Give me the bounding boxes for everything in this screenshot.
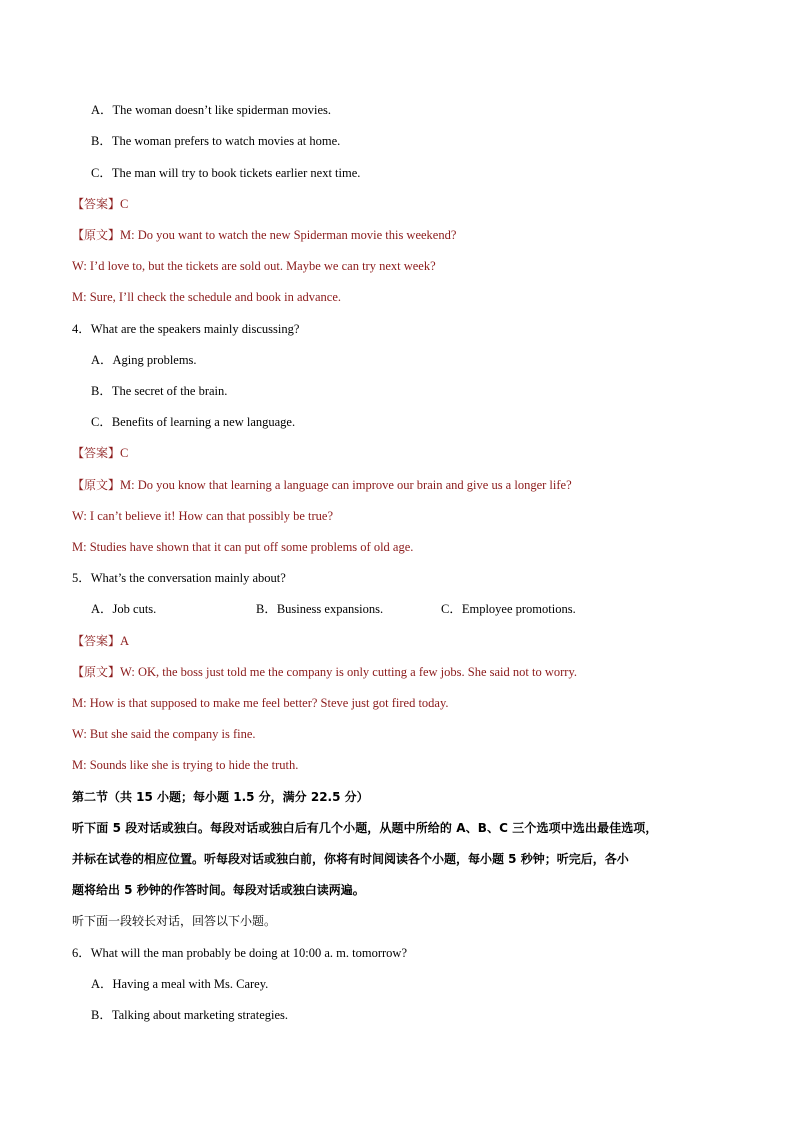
q4-option-b: B．The secret of the brain. bbox=[91, 384, 228, 398]
q4-script-1: M: Do you know that learning a language can improve our brain and give us a longer life? bbox=[120, 478, 572, 492]
section-heading: 第二节（共 15 小题；每小题 1.5 分，满分 22.5 分） bbox=[72, 790, 369, 804]
q4-answer-line bbox=[72, 445, 128, 461]
q6-question: 6．What will the man probably be doing at 10:00 a. m. tomorrow? bbox=[72, 946, 407, 960]
q5-script-4: M: Sounds like she is trying to hide the truth. bbox=[72, 758, 299, 772]
script-tag: 【原文】 bbox=[72, 228, 121, 242]
q5-option-a: A．Job cuts. bbox=[91, 602, 157, 616]
q5-option-c: C．Employee promotions. bbox=[441, 602, 576, 616]
script-tag: 【原文】 bbox=[72, 478, 121, 492]
q3-option-b: B．The woman prefers to watch movies at home. bbox=[91, 134, 341, 148]
script-tag: 【原文】 bbox=[72, 665, 121, 679]
q3-script-2: W: I’d love to, but the tickets are sold out. Maybe we can try next week? bbox=[72, 259, 436, 273]
q3-script-1: M: Do you want to watch the new Spiderman movie this weekend? bbox=[120, 228, 457, 242]
q5-answer: A bbox=[120, 634, 130, 648]
q4-answer: C bbox=[120, 446, 129, 460]
q5-question: 5．What’s the conversation mainly about? bbox=[72, 571, 286, 585]
q3-option-a: A．The woman doesn’t like spiderman movies. bbox=[91, 103, 332, 117]
section-instruction-2: 并标在试卷的相应位置。听每段对话或独白前，你将有时间阅读各个小题，每小题 5 秒钟；听完后，各小 bbox=[72, 852, 629, 866]
q3-answer-line bbox=[72, 196, 128, 212]
q4-script-line-1 bbox=[72, 477, 572, 493]
section-instruction-1: 听下面 5 段对话或独白。每段对话或独白后有几个小题，从题中所给的 A、B、C 三个选项中选出最佳选项， bbox=[72, 821, 658, 835]
answer-tag: 【答案】 bbox=[72, 634, 121, 648]
q3-option-c: C．The man will try to book tickets earlier next time. bbox=[91, 166, 361, 180]
q5-answer-line bbox=[72, 633, 129, 649]
q4-question: 4．What are the speakers mainly discussing? bbox=[72, 322, 300, 336]
q4-option-c: C．Benefits of learning a new language. bbox=[91, 415, 296, 429]
q4-option-a: A．Aging problems. bbox=[91, 353, 197, 367]
section-lead: 听下面一段较长对话，回答以下小题。 bbox=[72, 914, 277, 928]
section-instruction-3: 题将给出 5 秒钟的作答时间。每段对话或独白读两遍。 bbox=[72, 883, 365, 897]
q5-option-b: B．Business expansions. bbox=[256, 602, 384, 616]
q6-option-a: A．Having a meal with Ms. Carey. bbox=[91, 977, 269, 991]
answer-tag: 【答案】 bbox=[72, 446, 121, 460]
q4-script-3: M: Studies have shown that it can put off some problems of old age. bbox=[72, 540, 414, 554]
q3-script-line-1 bbox=[72, 227, 456, 243]
q6-option-b: B．Talking about marketing strategies. bbox=[91, 1008, 288, 1022]
answer-tag: 【答案】 bbox=[72, 197, 121, 211]
q5-script-1: W: OK, the boss just told me the company is only cutting a few jobs. She said not to worry. bbox=[120, 665, 578, 679]
q3-script-3: M: Sure, I’ll check the schedule and book in advance. bbox=[72, 290, 342, 304]
q5-script-line-1 bbox=[72, 664, 577, 680]
q4-script-2: W: I can’t believe it! How can that possibly be true? bbox=[72, 509, 334, 523]
q5-script-2: M: How is that supposed to make me feel better? Steve just got fired today. bbox=[72, 696, 449, 710]
q5-script-3: W: But she said the company is fine. bbox=[72, 727, 256, 741]
q3-answer: C bbox=[120, 197, 129, 211]
